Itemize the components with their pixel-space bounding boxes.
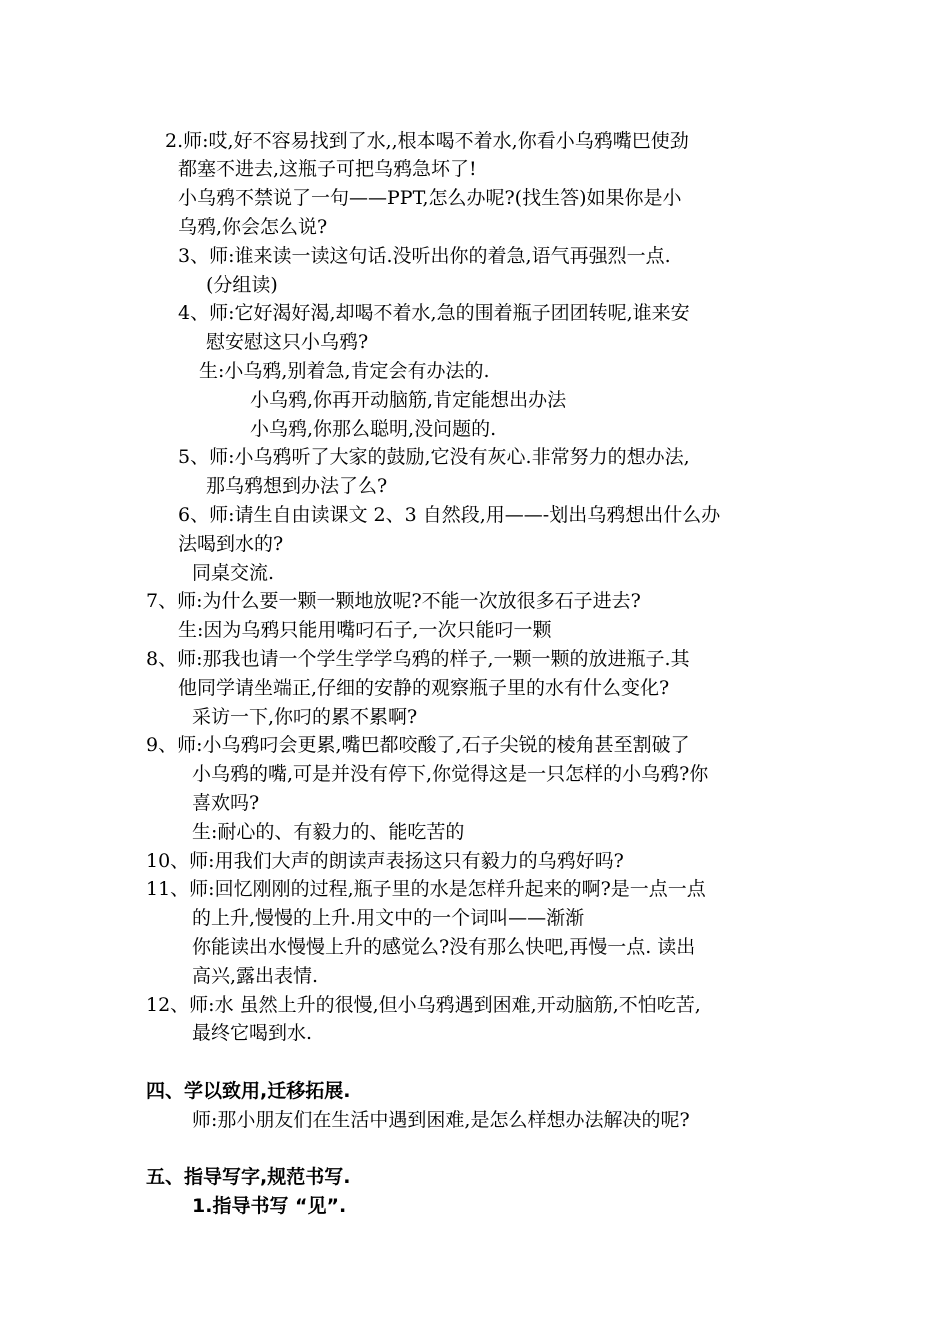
text-line: 你能读出水慢慢上升的感觉么?没有那么快吧,再慢一点. 读出	[192, 936, 696, 958]
text-line: 5、师:小乌鸦听了大家的鼓励,它没有灰心.非常努力的想办法,	[178, 446, 690, 468]
text-line: 的上升,慢慢的上升.用文中的一个词叫——渐渐	[192, 907, 585, 929]
section-heading: 五、指导写字,规范书写.	[146, 1166, 351, 1188]
text-line: 8、师:那我也请一个学生学学乌鸦的样子,一颗一颗的放进瓶子.其	[146, 648, 690, 670]
text-line: 7、师:为什么要一颗一颗地放呢?不能一次放很多石子进去?	[146, 590, 641, 612]
text-line: 小乌鸦,你再开动脑筋,肯定能想出办法	[250, 389, 567, 411]
section-heading: 四、学以致用,迁移拓展.	[146, 1080, 351, 1102]
text-line: 那乌鸦想到办法了么?	[206, 475, 388, 497]
text-line: 喜欢吗?	[192, 792, 260, 814]
text-line: (分组读)	[206, 274, 278, 296]
text-line: 4、师:它好渴好渴,却喝不着水,急的围着瓶子团团转呢,谁来安	[178, 302, 690, 324]
text-line: 小乌鸦的嘴,可是并没有停下,你觉得这是一只怎样的小乌鸦?你	[192, 763, 709, 785]
text-line: 2.师:哎,好不容易找到了水,,根本喝不着水,你看小乌鸦嘴巴使劲	[165, 130, 689, 152]
text-line: 9、师:小乌鸦叼会更累,嘴巴都咬酸了,石子尖锐的棱角甚至割破了	[146, 734, 690, 756]
text-line: 小乌鸦,你那么聪明,没问题的.	[250, 418, 497, 440]
text-line: 6、师:请生自由读课文 2、3 自然段,用——-划出乌鸦想出什么办	[178, 504, 721, 526]
text-line: 小乌鸦不禁说了一句——PPT,怎么办呢?(找生答)如果你是小	[178, 187, 682, 209]
text-line: 师:那小朋友们在生活中遇到困难,是怎么样想办法解决的呢?	[192, 1109, 690, 1131]
text-line: 最终它喝到水.	[192, 1022, 313, 1044]
text-line: 10、师:用我们大声的朗读声表扬这只有毅力的乌鸦好吗?	[146, 850, 624, 872]
subheading: 1.指导书写 “见”.	[192, 1195, 347, 1217]
text-line: 生:小乌鸦,别着急,肯定会有办法的.	[199, 360, 490, 382]
text-line: 生:耐心的、有毅力的、能吃苦的	[192, 821, 465, 843]
text-line: 乌鸦,你会怎么说?	[178, 216, 328, 238]
text-line: 生:因为乌鸦只能用嘴叼石子,一次只能叼一颗	[178, 619, 552, 641]
text-line: 法喝到水的?	[178, 533, 284, 555]
text-line: 3、师:谁来读一读这句话.没听出你的着急,语气再强烈一点.	[178, 245, 671, 267]
text-line: 同桌交流.	[192, 562, 275, 584]
text-line: 都塞不进去,这瓶子可把乌鸦急坏了!	[178, 158, 477, 180]
text-line: 12、师:水 虽然上升的很慢,但小乌鸦遇到困难,开动脑筋,不怕吃苦,	[146, 994, 701, 1016]
text-line: 11、师:回忆刚刚的过程,瓶子里的水是怎样升起来的啊?是一点一点	[146, 878, 706, 900]
text-line: 采访一下,你叼的累不累啊?	[192, 706, 418, 728]
text-line: 慰安慰这只小乌鸦?	[206, 331, 369, 353]
text-line: 高兴,露出表情.	[192, 965, 319, 987]
text-line: 他同学请坐端正,仔细的安静的观察瓶子里的水有什么变化?	[178, 677, 670, 699]
